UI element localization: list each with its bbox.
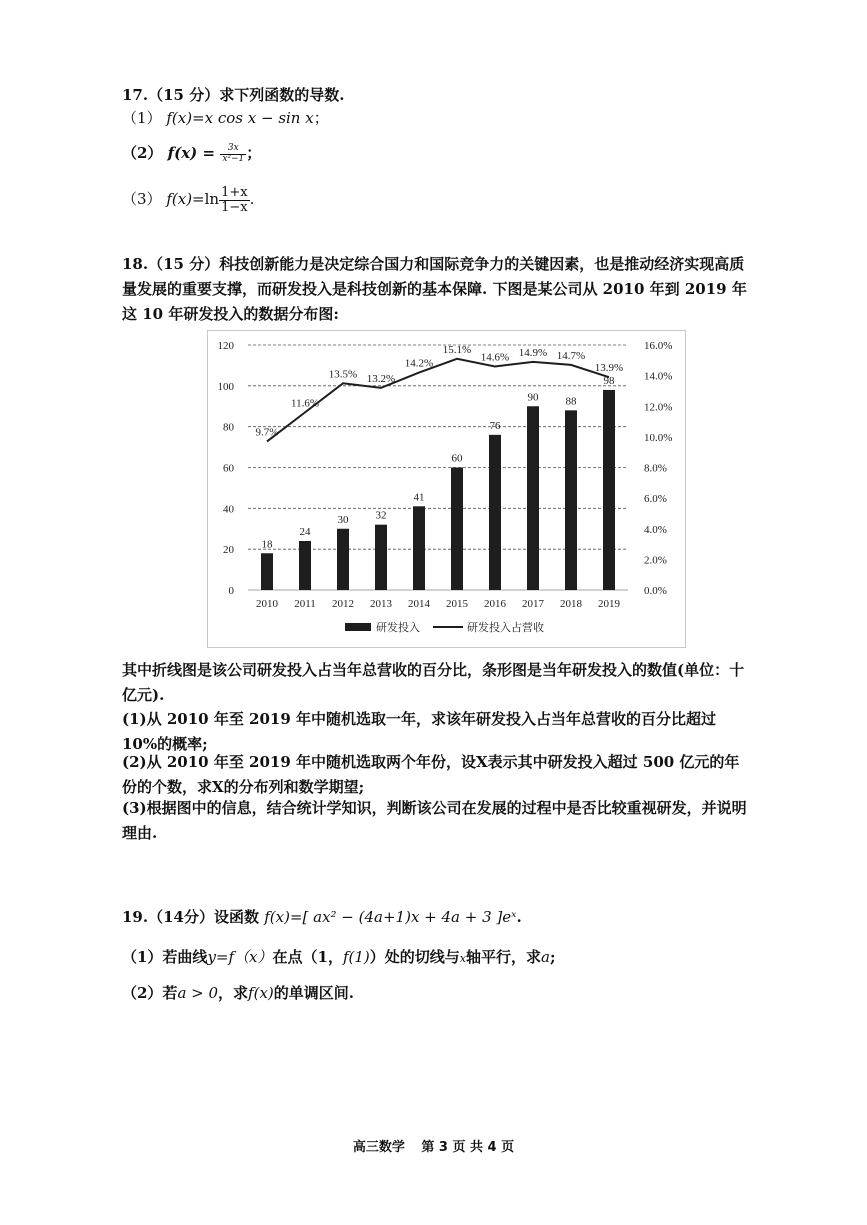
y2-tick-label: 12.0% (644, 401, 673, 414)
bar-value-label: 18 (261, 538, 273, 551)
q17-part2-numerator: 3x (220, 144, 246, 154)
bar-value-label: 60 (451, 452, 463, 465)
q17-part1-rhs: x cos x − sin x (204, 109, 314, 127)
legend-bar-swatch (345, 623, 371, 631)
q17-part2-eq: = (202, 144, 216, 162)
bar-value-label: 88 (565, 395, 577, 408)
q19-sub1-e: ）处的切线与 (369, 948, 460, 966)
line-value-label: 11.6% (290, 397, 320, 410)
bar-value-label: 76 (489, 419, 501, 432)
y2-tick-label: 0.0% (644, 585, 667, 597)
q19-heading: 19.（14分）设函数 (122, 908, 259, 926)
bar-value-label: 24 (299, 526, 311, 538)
y2-tick-label: 4.0% (644, 523, 667, 536)
y2-tick-label: 8.0% (644, 462, 667, 475)
bar (451, 468, 463, 591)
q17-part3-end: . (249, 190, 255, 209)
line-value-label: 13.9% (594, 362, 624, 375)
q19-sub1-curve: y=f（x） (207, 948, 273, 966)
q19-sub2-e: 的单调区间. (273, 984, 354, 1002)
q19-sub1-f1: f(1) (342, 948, 370, 966)
x-tick-label: 2015 (446, 598, 468, 610)
q17-part1 (122, 107, 329, 129)
q17-part1-end: ； (313, 109, 329, 127)
line-value-label: 14.7% (556, 349, 586, 362)
line-value-label: 14.6% (480, 351, 510, 364)
q17-part1-lhs: f(x) (166, 109, 193, 127)
q19-sub1-xaxis: x (459, 952, 466, 965)
bar (337, 529, 349, 590)
footer-page-number: 第 3 页 共 4 页 (421, 1140, 515, 1155)
bar-value-label: 30 (337, 513, 349, 526)
bar (261, 553, 273, 590)
y2-tick-label: 2.0% (644, 554, 667, 567)
q18-intro: 科技创新能力是决定综合国力和国际竞争力的关键因素，也是推动经济实现高质量发展的重要支撑，而研发投入是科技创新的基本保障. 下图是某公司从 2010 年到 2019 年这 10 年研发投入的数据分布图: (122, 255, 747, 323)
bar (299, 541, 311, 590)
q19-sub1-g: 轴平行，求 (466, 948, 542, 966)
x-tick-label: 2010 (256, 598, 278, 610)
q17-part3-lhs: f(x) (166, 190, 193, 209)
q18-sub1: (1)从 2010 年至 2019 年中随机选取一年，求该年研发投入占当年总营收的百分比超过 10%的概率; (122, 710, 717, 753)
line-value-label: 15.1% (442, 343, 472, 356)
q19-sub2-a: （2）若 (122, 984, 178, 1002)
bar (489, 435, 501, 590)
bar (603, 390, 615, 590)
q18-heading: 18.（15 分） (122, 255, 220, 273)
q19-sub2-condition: a > 0 (177, 984, 219, 1002)
footer-subject: 高三数学 (352, 1140, 405, 1155)
q18-sub3: (3)根据图中的信息，结合统计学知识，判断该公司在发展的过程中是否比较重视研发，并说明理由. (122, 799, 747, 842)
q19-sub1-c: 在点（1， (272, 948, 343, 966)
y-tick-label: 0 (228, 585, 234, 597)
bar-value-label: 98 (603, 374, 615, 387)
bar (413, 506, 425, 590)
q17-part3 (122, 186, 254, 214)
y-tick-label: 60 (223, 462, 234, 475)
x-tick-label: 2019 (598, 598, 620, 610)
rd-chart-svg (208, 331, 685, 647)
q19-sub2-fx: f(x) (248, 984, 274, 1002)
q17-part3-denominator: 1−x (221, 199, 248, 215)
q17-heading: 17.（15 分）求下列函数的导数. (122, 86, 345, 104)
q17-part2-label: （2） (122, 144, 163, 162)
q17-part1-label: （1） (122, 109, 162, 127)
y2-tick-label: 16.0% (644, 340, 673, 352)
y-tick-label: 80 (223, 421, 234, 434)
legend-line-label: 研发投入占营收 (467, 622, 544, 634)
q18-sub2: (2)从 2010 年至 2019 年中随机选取两个年份，设X表示其中研发投入超过 500 亿元的年份的个数，求X的分布列和数学期望; (122, 753, 740, 796)
y2-tick-label: 6.0% (644, 493, 667, 506)
q17-part2-fraction (220, 144, 246, 164)
q17-part2-end: ； (246, 144, 262, 162)
x-tick-label: 2017 (522, 598, 544, 610)
q18-intro-block (122, 252, 752, 327)
y-tick-label: 100 (217, 380, 234, 393)
bar-value-label: 41 (413, 491, 425, 504)
q17-part3-ln: ln (204, 190, 220, 209)
x-tick-label: 2012 (332, 598, 354, 610)
bar-value-label: 90 (527, 391, 539, 404)
line-value-label: 9.7% (255, 426, 279, 439)
q17-part3-eq: = (192, 190, 205, 209)
q19-function: f(x)=[ ax² − (4a+1)x + 4a + 3 ]eˣ (264, 908, 517, 926)
x-tick-label: 2014 (408, 598, 430, 610)
line-value-label: 14.9% (518, 346, 548, 359)
line-value-label: 14.2% (404, 357, 434, 370)
q17-part3-label: （3） (122, 190, 162, 209)
q19-end: . (516, 908, 522, 926)
line-value-label: 13.2% (366, 372, 396, 385)
bar (375, 525, 387, 590)
page-footer (0, 1136, 867, 1155)
q19-sub2-c: ，求 (218, 984, 249, 1002)
x-tick-label: 2016 (484, 598, 506, 610)
x-tick-label: 2018 (560, 598, 582, 610)
q19-sub1-i: ; (549, 948, 556, 966)
y-tick-label: 40 (223, 503, 234, 516)
bar-value-label: 32 (375, 509, 387, 522)
q19-sub2 (122, 982, 354, 1004)
q19-heading-line (122, 906, 522, 928)
y-tick-label: 120 (217, 340, 234, 352)
q17-part3-fraction (219, 186, 250, 214)
q17-part2-lhs: f(x) (167, 144, 198, 162)
q18-description: 其中折线图是该公司研发投入占当年总营收的百分比，条形图是当年研发投入的数值(单位：十亿元). (122, 661, 745, 704)
q17-part3-numerator: 1+x (221, 185, 248, 200)
bar (565, 410, 577, 590)
line-value-label: 13.5% (328, 368, 358, 381)
x-tick-label: 2013 (370, 598, 392, 610)
q17-part1-eq: = (192, 109, 205, 127)
y2-tick-label: 14.0% (644, 370, 673, 383)
y2-tick-label: 10.0% (644, 431, 673, 444)
q19-sub1 (122, 946, 556, 970)
x-tick-label: 2011 (294, 598, 316, 610)
y-tick-label: 20 (223, 544, 234, 557)
q19-sub1-a: （1）若曲线 (122, 948, 208, 966)
q17-part2-denominator: x²−1 (222, 153, 245, 164)
legend-bar-label: 研发投入 (376, 622, 420, 634)
q17-part2 (122, 142, 261, 164)
q19-sub1-a-var: a (541, 948, 550, 966)
bar (527, 406, 539, 590)
rd-chart (207, 330, 686, 648)
